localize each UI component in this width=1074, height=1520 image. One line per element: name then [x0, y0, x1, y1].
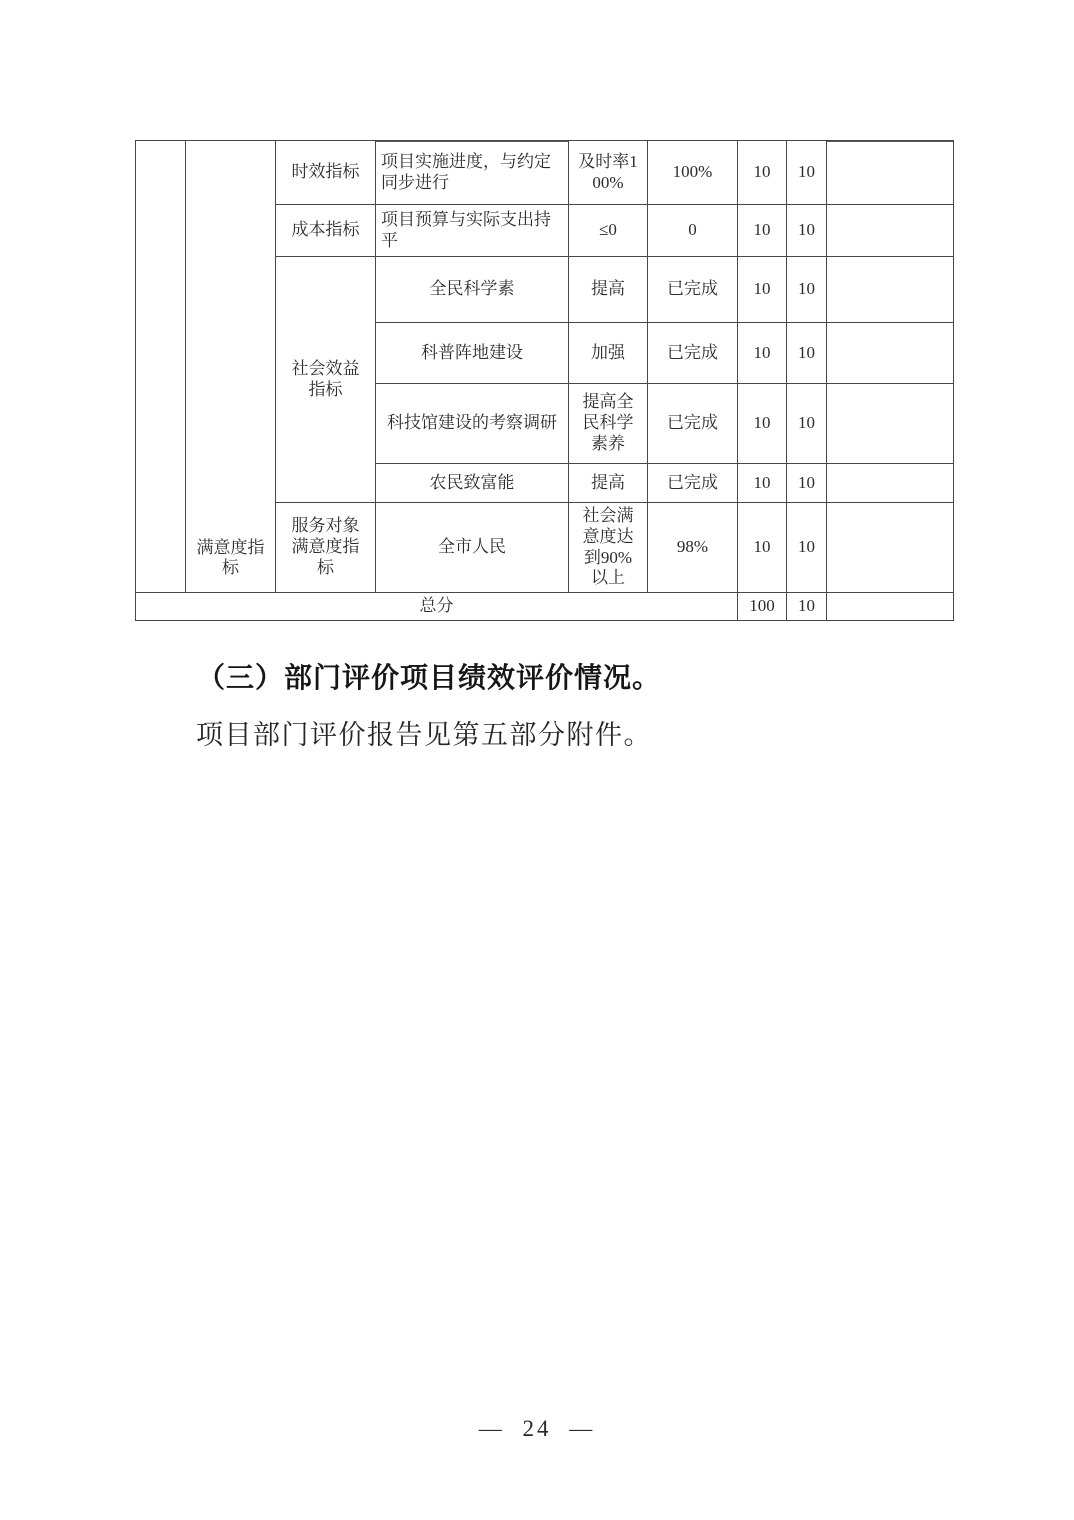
benefit-group-cell: 社会效益指标	[276, 257, 376, 503]
actual-cell: 已完成	[648, 464, 738, 503]
score-cell: 10	[787, 141, 827, 205]
note-cell	[827, 323, 954, 384]
weight-cell: 10	[738, 464, 787, 503]
indicator-name-cell: 农民致富能	[376, 464, 569, 503]
total-row	[136, 593, 954, 621]
total-weight-cell: 100	[738, 593, 787, 621]
indicator-name-cell: 全民科学素	[376, 257, 569, 323]
indicator-name-cell: 科普阵地建设	[376, 323, 569, 384]
actual-cell: 98%	[648, 503, 738, 593]
indicator-name-cell: 项目实施进度，与约定同步进行	[376, 141, 569, 205]
note-cell	[827, 384, 954, 464]
note-cell	[827, 257, 954, 323]
score-cell: 10	[787, 323, 827, 384]
performance-evaluation-table	[135, 140, 954, 621]
weight-cell: 10	[738, 257, 787, 323]
total-note-cell	[827, 593, 954, 621]
total-score-cell: 10	[787, 593, 827, 621]
note-cell	[827, 464, 954, 503]
target-cell: ≤0	[569, 205, 648, 257]
indicator-name-cell: 项目预算与实际支出持平	[376, 205, 569, 257]
body-paragraph: 项目部门评价报告见第五部分附件。	[196, 720, 652, 750]
target-cell: 提高	[569, 464, 648, 503]
actual-cell: 已完成	[648, 384, 738, 464]
section-heading: （三）部门评价项目绩效评价情况。	[197, 663, 662, 694]
group-col-empty-cell	[136, 141, 186, 593]
subcategory-cell: 服务对象满意度指标	[276, 503, 376, 593]
note-cell	[827, 141, 954, 205]
actual-cell: 已完成	[648, 323, 738, 384]
category-cell: 满意度指标	[186, 141, 276, 593]
total-label-cell: 总分	[136, 593, 738, 621]
subcategory-cell: 成本指标	[276, 205, 376, 257]
subcategory-cell: 时效指标	[276, 141, 376, 205]
score-cell: 10	[787, 384, 827, 464]
score-cell: 10	[787, 464, 827, 503]
weight-cell: 10	[738, 384, 787, 464]
target-cell: 提高	[569, 257, 648, 323]
score-cell: 10	[787, 257, 827, 323]
indicator-name-cell: 科技馆建设的考察调研	[376, 384, 569, 464]
indicator-name-cell: 全市人民	[376, 503, 569, 593]
page-number: — 24 —	[478, 1416, 596, 1441]
target-cell: 加强	[569, 323, 648, 384]
table-row	[136, 141, 954, 205]
target-cell: 社会满意度达到90%以上	[569, 503, 648, 593]
note-cell	[827, 503, 954, 593]
actual-cell: 已完成	[648, 257, 738, 323]
score-cell: 10	[787, 205, 827, 257]
actual-cell: 100%	[648, 141, 738, 205]
weight-cell: 10	[738, 141, 787, 205]
target-cell: 提高全民科学素养	[569, 384, 648, 464]
note-cell	[827, 205, 954, 257]
weight-cell: 10	[738, 323, 787, 384]
target-cell: 及时率100%	[569, 141, 648, 205]
score-cell: 10	[787, 503, 827, 593]
actual-cell: 0	[648, 205, 738, 257]
weight-cell: 10	[738, 205, 787, 257]
weight-cell: 10	[738, 503, 787, 593]
